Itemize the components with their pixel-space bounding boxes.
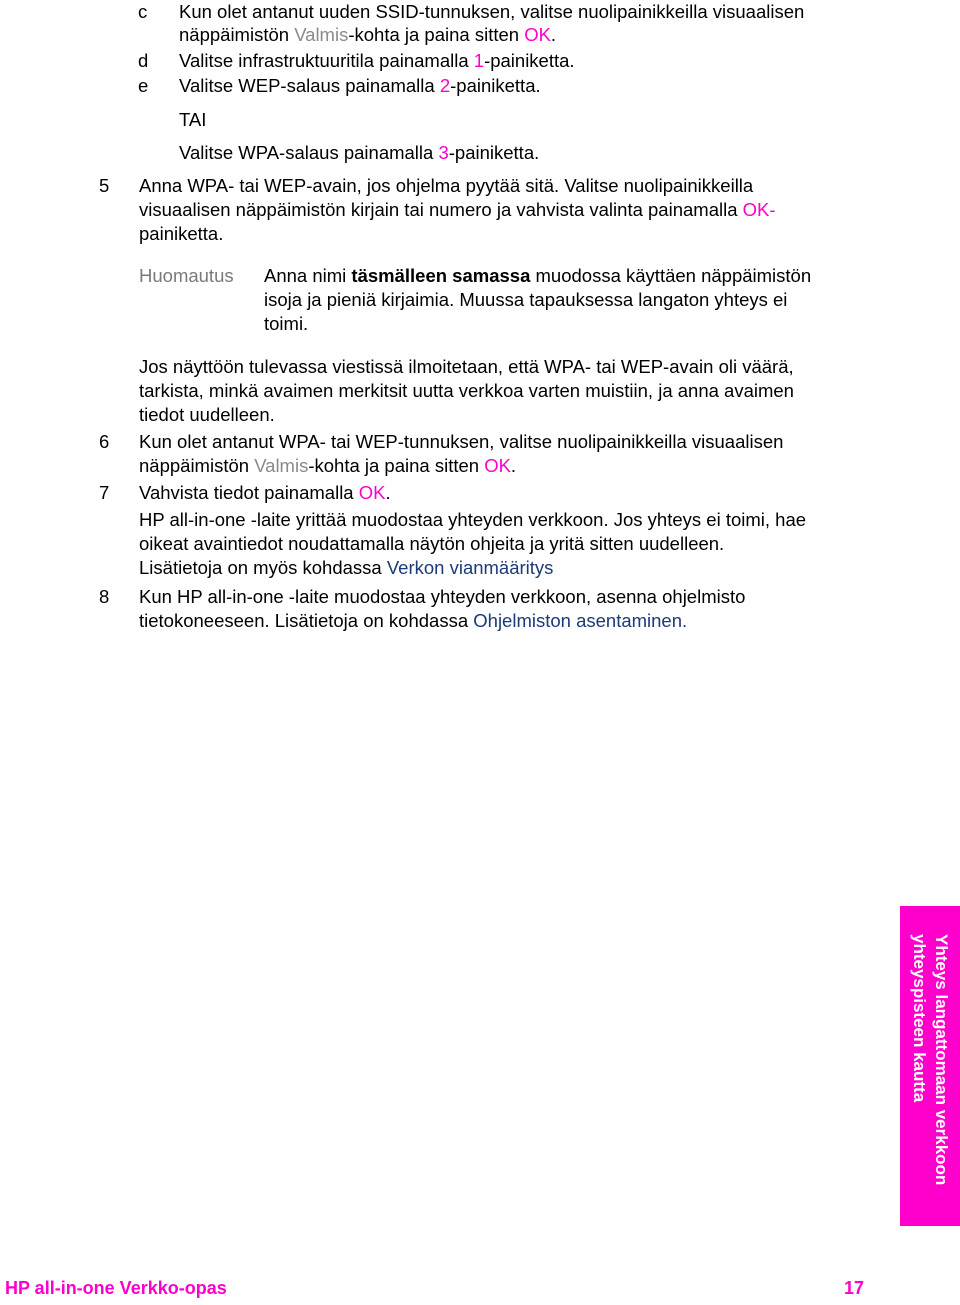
step-6-line1: Kun olet antanut WPA- tai WEP-tunnuksen, valitse nuolipainikkeilla visuaalisen [139,431,784,452]
ui-label-valmis: Valmis [294,24,349,45]
ui-label-ok: OK [524,24,551,45]
side-tab-line2: yhteyspisteen kautta [910,934,929,1103]
footer-page-number: 17 [844,1278,865,1298]
step-7-text: Vahvista tiedot painamalla [139,482,359,503]
step-e-text: Valitse WEP-salaus painamalla [179,75,440,96]
step-5-marker: 5 [99,175,110,196]
step-d-line [179,49,575,73]
step-6-text: . [510,455,517,476]
step-c-text: näppäimistön [179,24,295,45]
step-8-line2 [139,609,687,633]
step-7-para2: oikeat avaintiedot noudattamalla näytön ohjeita ja yritä sitten uudelleen. [139,533,725,554]
step-6-text: näppäimistön [139,455,255,476]
step-6-text: -kohta ja paina sitten [308,455,485,476]
ui-label-ok: OK [742,199,770,220]
step-c-text: . [550,24,557,45]
step-7-para1: HP all-in-one -laite yrittää muodostaa yhteyden verkkoon. Jos yhteys ei toimi, hae [139,509,807,530]
ui-label-2: 2 [439,75,451,96]
chapter-side-tab [900,906,960,1226]
step-c-line1: Kun olet antanut uuden SSID-tunnuksen, valitse nuolipainikkeilla visuaalisen [179,1,805,22]
step-5-text: visuaalisen näppäimistön kirjain tai numero ja vahvista valinta painamalla [139,199,743,220]
step-8-text: tietokoneeseen. Lisätietoja on kohdassa [139,610,474,631]
step-8-line1: Kun HP all-in-one -laite muodostaa yhteyden verkkoon, asenna ohjelmisto [139,586,746,607]
link-verkon-vianmaaritys[interactable]: Verkon vianmääritys [386,557,554,578]
step-6-marker: 6 [99,431,110,452]
ui-label-ok: OK [358,482,386,503]
wpa-text: Valitse WPA-salaus painamalla [179,142,439,163]
step-c-line2 [179,23,556,47]
step-8-marker: 8 [99,586,110,607]
wrong-key-line3: tiedot uudelleen. [139,404,275,425]
step-c-text: -kohta ja paina sitten [348,24,525,45]
step-d-text: -painiketta. [484,50,575,71]
link-ohjelmiston-asentaminen[interactable]: Ohjelmiston asentaminen [473,610,683,631]
chapter-side-tab-text [900,906,960,1226]
step-7-marker: 7 [99,482,110,503]
step-d-marker: d [138,50,149,71]
wrong-key-line2: tarkista, minkä avaimen merkitsit uutta verkkoa varten muistiin, ja anna avaimen [139,380,794,401]
step-e-text: -painiketta. [450,75,541,96]
wrong-key-line1: Jos näyttöön tulevassa viestissä ilmoitetaan, että WPA- tai WEP-avain oli väärä, [139,356,794,377]
note-text: Anna nimi [264,265,352,286]
wpa-text: -painiketta. [448,142,540,163]
step-5-line2 [139,198,776,222]
note-emphasis: täsmälleen samassa [351,265,531,286]
step-8-text: . [682,610,688,631]
step-5-line1: Anna WPA- tai WEP-avain, jos ohjelma pyytää sitä. Valitse nuolipainikkeilla [139,175,754,196]
note-line2: isoja ja pieniä kirjaimia. Muussa tapauksessa langaton yhteys ei [264,289,788,310]
step-7-text: Lisätietoja on myös kohdassa [139,557,387,578]
ui-label-ok: OK [484,455,511,476]
step-c-marker: c [138,1,148,22]
step-7-line1 [139,481,391,505]
wpa-line [179,141,539,165]
ui-label-valmis: Valmis [254,455,309,476]
footer-title: HP all-in-one Verkko-opas [5,1278,227,1298]
step-e-marker: e [138,75,149,96]
step-5-text: - [769,199,776,220]
step-d-text: Valitse infrastruktuuritila painamalla [179,50,474,71]
step-7-para3 [139,556,553,580]
note-line1 [264,264,811,288]
or-text: TAI [179,109,207,130]
step-e-line [179,74,541,98]
note-label: Huomautus [139,265,234,286]
side-tab-line1: Yhteys langattomaan verkkoon [932,934,951,1186]
step-6-line2 [139,454,516,478]
note-text: muodossa käyttäen näppäimistön [530,265,812,286]
step-7-text: . [385,482,391,503]
step-5-line3: painiketta. [139,223,224,244]
note-line3: toimi. [264,313,309,334]
ui-label-3: 3 [438,142,449,163]
ui-label-1: 1 [473,50,485,71]
